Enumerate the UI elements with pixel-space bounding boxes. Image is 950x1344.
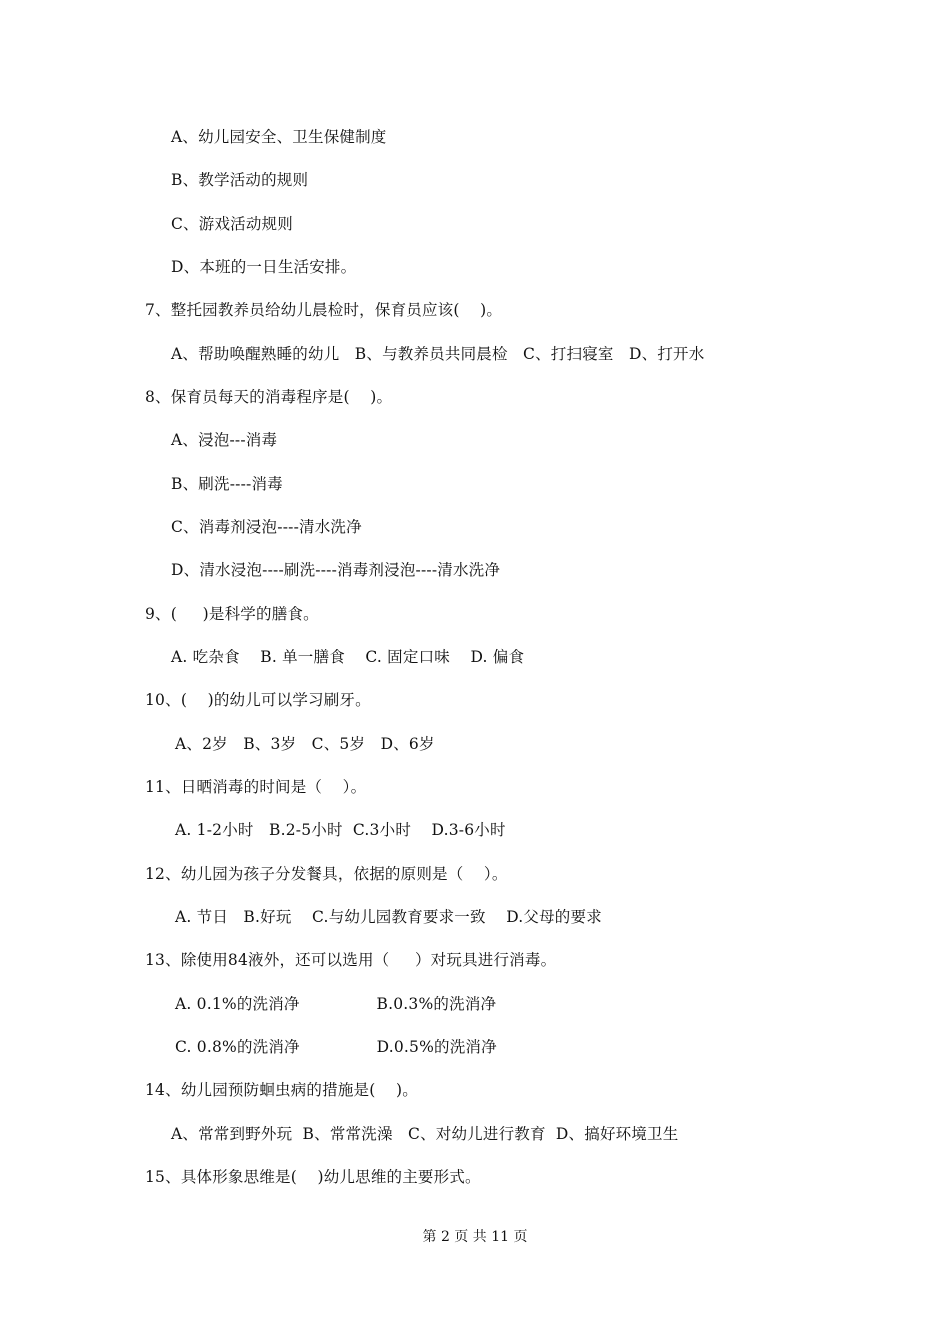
option-8b: B、刷洗----消毒: [171, 475, 283, 493]
option-6d: D、本班的一日生活安排。: [171, 258, 357, 276]
options-14: A、常常到野外玩 B、常常洗澡 C、对幼儿进行教育 D、搞好环境卫生: [171, 1125, 679, 1143]
option-6b: B、教学活动的规则: [171, 171, 309, 189]
options-10: A、2岁 B、3岁 C、5岁 D、6岁: [175, 735, 435, 753]
question-8: 8、保育员每天的消毒程序是( )。: [145, 388, 393, 406]
option-8d: D、清水浸泡----刷洗----消毒剂浸泡----清水洗净: [171, 561, 501, 579]
option-6a: A、幼儿园安全、卫生保健制度: [171, 128, 387, 146]
question-12: 12、幼儿园为孩子分发餐具，依据的原则是（ ）。: [145, 865, 508, 883]
question-14: 14、幼儿园预防蛔虫病的措施是( )。: [145, 1081, 418, 1099]
options-9: A. 吃杂食 B. 单一膳食 C. 固定口味 D. 偏食: [171, 648, 525, 666]
option-8a: A、浸泡---消毒: [171, 431, 278, 449]
question-13: 13、除使用84液外，还可以选用（ ）对玩具进行消毒。: [145, 951, 557, 969]
question-7: 7、整托园教养员给幼儿晨检时，保育员应该( )。: [145, 301, 503, 319]
question-15: 15、具体形象思维是( )幼儿思维的主要形式。: [145, 1168, 481, 1186]
options-12: A. 节日 B.好玩 C.与幼儿园教育要求一致 D.父母的要求: [175, 908, 602, 926]
option-8c: C、消毒剂浸泡----清水洗净: [171, 518, 362, 536]
options-13-row1: A. 0.1%的洗消净 B.0.3%的洗消净: [175, 995, 497, 1013]
question-9: 9、( )是科学的膳食。: [145, 605, 319, 623]
question-11: 11、日晒消毒的时间是（ ）。: [145, 778, 367, 796]
options-11: A. 1-2小时 B.2-5小时 C.3小时 D.3-6小时: [175, 821, 506, 839]
options-13-row2: C. 0.8%的洗消净 D.0.5%的洗消净: [175, 1038, 497, 1056]
options-7: A、帮助唤醒熟睡的幼儿 B、与教养员共同晨检 C、打扫寝室 D、打开水: [171, 345, 705, 363]
option-6c: C、游戏活动规则: [171, 215, 293, 233]
question-10: 10、( )的幼儿可以学习刷牙。: [145, 691, 371, 709]
page-number-footer: 第 2 页 共 11 页: [422, 1229, 528, 1245]
